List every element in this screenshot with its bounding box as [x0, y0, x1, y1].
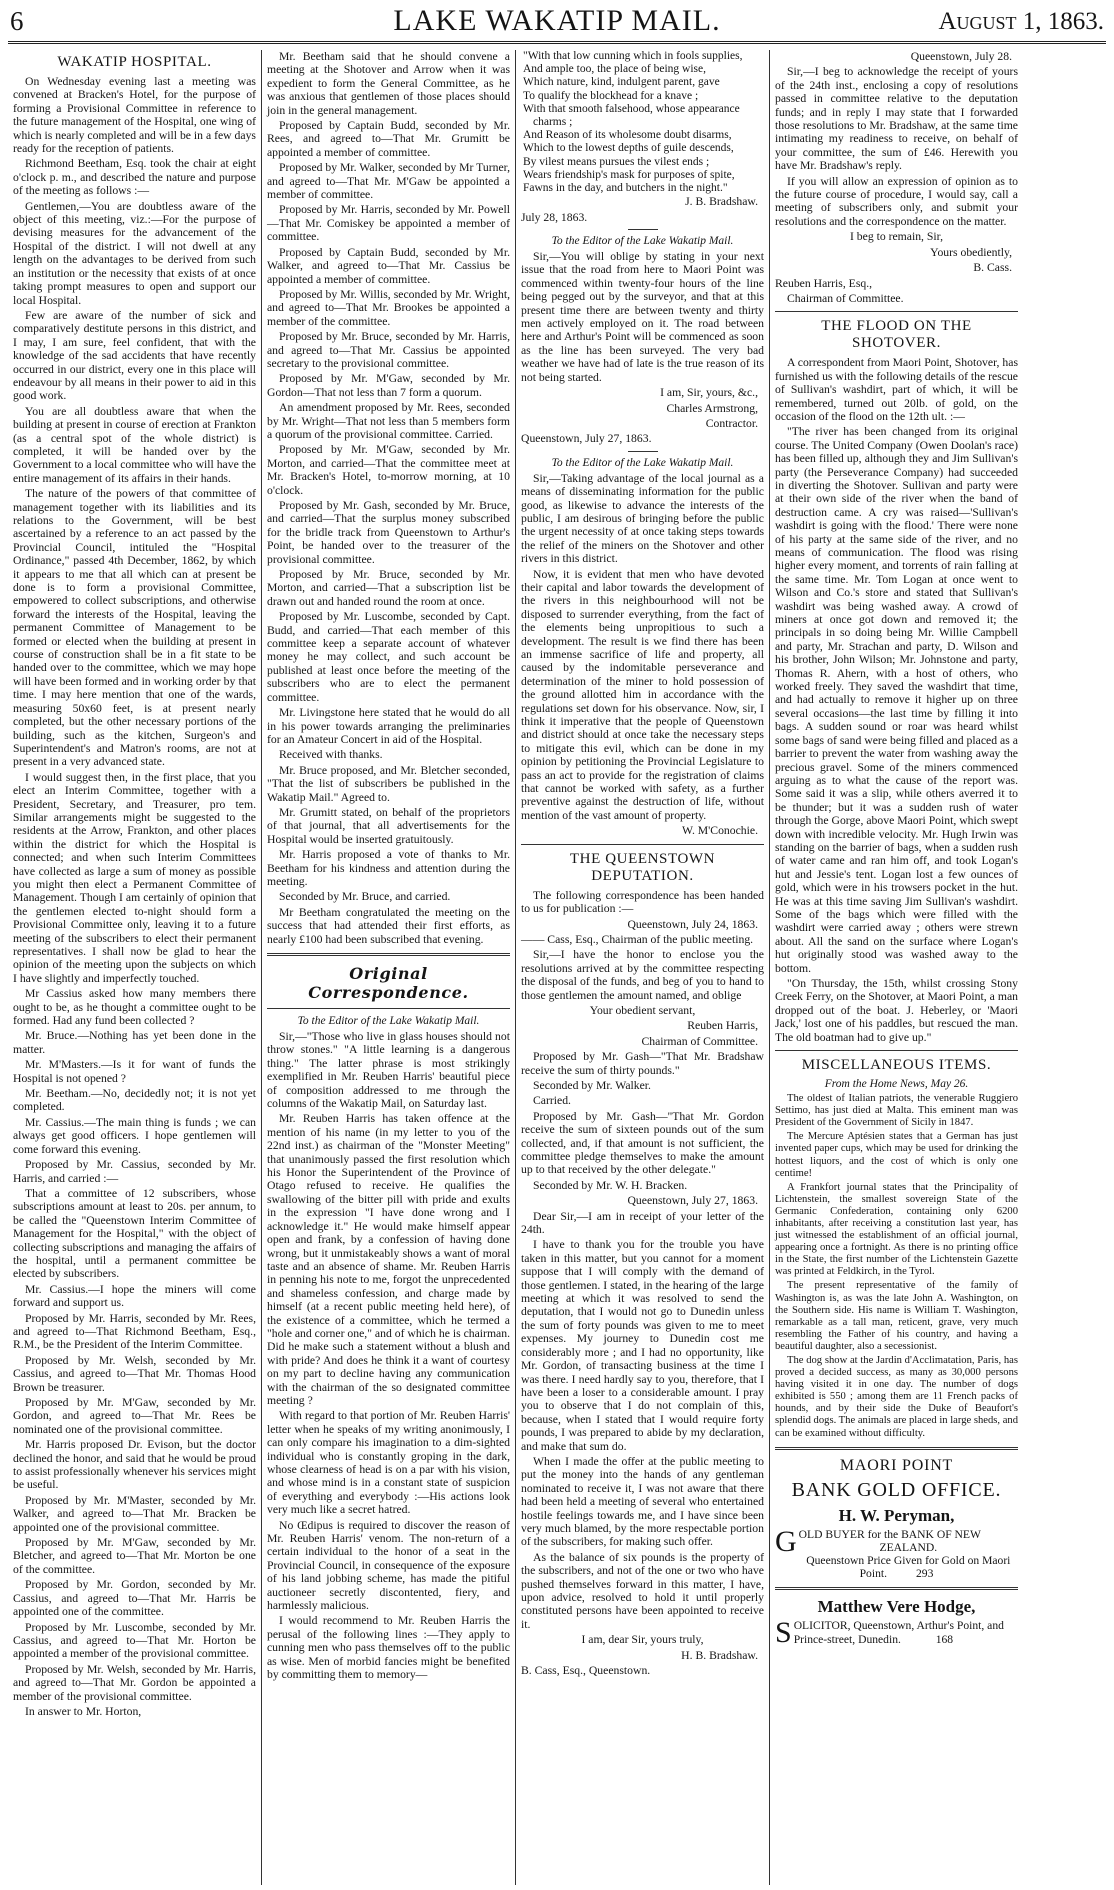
paragraph: Few are aware of the number of sick and comparatively destitute persons in this district, and I may, I am sure, feel confident, that with the knowledge of the sad accidents that have recently occurred in our district, every one in this place will endeavour by all means in their power to aid in this good work. — [13, 308, 256, 403]
column-4 — [769, 50, 1023, 1885]
letter-signature: Reuben Harris, — [687, 1019, 758, 1033]
letter-mconochie-body — [521, 472, 764, 823]
paragraph: Seconded by Mr. W. H. Bracken. — [533, 1178, 688, 1192]
masthead-rule — [8, 41, 1106, 44]
paragraph: Mr. Grumitt stated, on behalf of the proprietors of that journal, that all advertisements for the Hospital would be inserted gratuitously. — [267, 805, 510, 846]
ad-hodge-name: Matthew Vere Hodge, — [817, 1597, 976, 1617]
paragraph: A correspondent from Maori Point, Shotover, has furnished us with the following details of the rescue of Sullivan's washdirt, part of which, it will be remembered, turned out 20lb. of gold, on the occasion of the flood on the 12th ult. :— — [775, 356, 1018, 423]
dropcap-letter: G — [775, 1524, 797, 1558]
column-3 — [515, 50, 769, 1885]
paragraph: The oldest of Italian patriots, the venerable Ruggiero Settimo, has just died at Malta. This eminent man was President of the Government of Sicily in 1847. — [775, 1093, 1018, 1129]
letter-signature: W. M'Conochie. — [681, 824, 758, 838]
paragraph: Mr Cassius asked how many members there ought to be, as he thought a committee ought to be formed. Had any fund been collected ? — [13, 987, 256, 1028]
issue-date: August 1, 1863. — [938, 8, 1104, 35]
paragraph: Now, it is evident that men who have devoted their capital and labor towards the development of the rivers in this neighbourhood will not be disposed to surrender everything, from the fact of the elements being unpropitious to such a development. The result is we find there has been an immense sacrifice of life and property, all caused by the indomitable perseverance and determination of the miner to hold possession of the ground allotted him in accordance with the regulations set down for his observance. Now, sir, I think it imperative that the people of Queenstown and district should at once take the necessary steps to mitigate this evil, which can be done in my opinion by petitioning the Provincial Legislature to pass an act to provide for the registration of claims that cannot be worked with safety, as a further preventive against the destruction of life, without mention of the vast amount of property. — [521, 567, 764, 822]
paragraph: If you will allow an expression of opinion as to the future course of procedure, I would say, call a meeting of subscribers only, and submit your resolutions and the correspondence on the matter. — [775, 174, 1018, 228]
paragraph: Mr. Harris proposed a vote of thanks to Mr. Beetham for his kindness and attention during the meeting. — [267, 848, 510, 888]
paragraph: Proposed by Mr. Willis, seconded by Mr. Wright, and agreed to—That Mr. Brookes be appointed a member of the committee. — [267, 287, 510, 328]
small-divider — [628, 229, 658, 230]
paragraph: On Wednesday evening last a meeting was convened at Bracken's Hotel, for the purpose of forming a Provisional Committee in reference to the future management of the Hospital, one wing of which is nearly completed and will be in a few days ready for the reception of patients. — [13, 75, 256, 156]
ad-number: 168 — [935, 1632, 954, 1646]
paragraph: With that smooth falsehood, whose appearance charms ; — [523, 102, 740, 129]
paragraph: Proposed by Mr. M'Gaw, seconded by Mr. Morton, and carried—That the committee meet at Mr. Bracken's Hotel, to-morrow morning, at 10 o'clock. — [267, 443, 510, 497]
paragraph: Mr. Bruce proposed, and Mr. Bletcher seconded, "That the list of subscribers be published in the Wakatip Mail." Agreed to. — [267, 763, 510, 804]
letter-signature: B. Cass. — [973, 261, 1012, 275]
letter-addressee: Reuben Harris, Esq., — [775, 276, 873, 290]
deputation-resolutions — [521, 1050, 764, 1192]
paragraph: Mr Beetham congratulated the meeting on the success that had attended their first efforts, as nearly £100 had been subscribed that evening. — [267, 905, 510, 946]
letter-signature: Charles Armstrong, — [666, 401, 758, 415]
hospital-article-body — [13, 75, 256, 1718]
paragraph: The Mercure Aptésien states that a German has just invented paper cups, which may be used for drinking the hottest liquors, and the cost of which is only one centime! — [775, 1131, 1018, 1179]
page-columns — [8, 50, 1106, 1885]
paragraph: Proposed by Mr. Luscombe, seconded by Mr. Cassius, and agreed to—That Mr. Horton be appointed a member of the provisional committee. — [13, 1620, 256, 1661]
paragraph: And Reason of its wholesome doubt disarms, — [523, 129, 732, 142]
letter-signature: H. B. Bradshaw. — [681, 1648, 758, 1662]
ad-hodge-body — [775, 1616, 1018, 1650]
paragraph: I have to thank you for the trouble you have taken in this matter, but you cannot for a moment suppose that I will comply with the demand of those gentlemen. I stated, in the hearing of the large meeting at which it was resolved to send the deputation, that I would not go to Dunedin unless the sum of forty pounds was given to me to meet expenses. My journey to Dunedin cost me considerably more ; and I had no opportunity, like Mr. Gordon, of transacting business at the time I was there. I need hardly say to you, therefore, that I have been a loser to a considerable amount. I pray you to observe that I do not complain of this, because, when I stated that I would require forty pounds, I was prepared to abide by my declaration, and make that sum do. — [521, 1238, 764, 1453]
paragraph: Proposed by Mr. Cassius, seconded by Mr. Harris, and carried :— — [13, 1158, 256, 1185]
deputation-intro: The following correspondence has been handed to us for publication :— — [521, 888, 764, 916]
ad-divider — [775, 1447, 1018, 1450]
ad-line — [775, 1633, 1018, 1646]
letter-date: Queenstown, July 27, 1863. — [627, 1194, 758, 1208]
paragraph: Proposed by Mr. M'Gaw, seconded by Mr. Gordon—That not less than 7 form a quorum. — [267, 372, 510, 399]
masthead — [0, 0, 1114, 44]
letter-date: Queenstown, July 27, 1863. — [521, 432, 652, 446]
letter-addressee: —— Cass, Esq., Chairman of the public meeting. — [521, 932, 754, 946]
hospital-article-continued — [267, 50, 510, 946]
paragraph: You are all doubtless aware that when the building at present in course of erection at Frankton (as a central spot of the whole district) is completed, it will be handed over by the Government to a local committee who will have the entire management of its affairs in their hands. — [13, 404, 256, 485]
bradshaw-reply-body — [521, 1210, 764, 1632]
paragraph: Seconded by Mr. Bruce, and carried. — [279, 890, 451, 904]
section-rule — [267, 1008, 510, 1009]
paragraph: Which nature, kind, indulgent parent, gave — [523, 76, 720, 89]
section-rule — [775, 1050, 1018, 1051]
flood-article-body — [775, 356, 1018, 1044]
paragraph: No Œdipus is required to discover the reason of Mr. Reuben Harris' venom. The non-return of a certain individual to the honor of a seat in the Provincial Council, in consequence of the exposure of his land jobbing scheme, has made the pitiful auctioneer secretly discontented, fiery, and harmlessly malicious. — [267, 1518, 510, 1613]
ad-line: Queenstown Price Given for Gold on Maori — [806, 1554, 1011, 1568]
paragraph: Wears friendship's mask for purposes of spite, — [523, 168, 735, 181]
letter-close: I beg to remain, Sir, — [849, 230, 943, 244]
deputation-letter-body: Sir,—I have the honor to enclose you the resolutions arrived at by the committee respecting the disposal of the funds, and beg of you to hand to those gentlemen the amount named, and oblige — [521, 948, 764, 1002]
column-1 — [8, 50, 261, 1885]
paragraph: Sir,—I beg to acknowledge the receipt of yours of the 24th inst., enclosing a copy of resolutions passed in committee relative to the deputation funds; and in reply I may state that I forwarded those resolutions to Mr. Bradshaw, at the same time intimating my readiness to receive, on behalf of your committee, the sum of £46. Herewith you have Mr. Bradshaw's reply. — [775, 65, 1018, 173]
section-rule — [775, 311, 1018, 312]
paragraph: A Frankfort journal states that the Principality of Lichtenstein, the smallest sovereign State of the Germanic Confederation, containing only 6200 inhabitants, after receiving a constitution last year, has just witnessed the establishment of an official journal, appearing once a fortnight. As there is no printing office in the State, the first number of the Lichtenstein Gazette was printed at Feldkirch, in the Tyrol. — [775, 1181, 1018, 1278]
paragraph: That a committee of 12 subscribers, whose subscriptions amount at least to 20s. per annum, to be called the "Queenstown Interim Committee of Management for the Hospital," with the object of collecting subscriptions and managing the affairs of the hospital, until a permanent committee be elected by subscribers. — [13, 1186, 256, 1281]
paragraph: Proposed by Mr. Bruce, seconded by Mr. Harris, and agreed to—That Mr. Cassius be appointed secretary to the provisional committee. — [267, 330, 510, 370]
letter-bradshaw-body — [267, 1030, 510, 1682]
paragraph: An amendment proposed by Mr. Rees, seconded by Mr. Wright—That not less than 5 members form a quorum of the provisional committee. Carried. — [267, 401, 510, 441]
paragraph: Seconded by Mr. Walker. — [533, 1078, 651, 1092]
letter-date: Queenstown, July 28. — [910, 50, 1012, 63]
paragraph: Proposed by Captain Budd, seconded by Mr. Rees, and agreed to—That Mr. Grumitt be appointed a member of committee. — [267, 119, 510, 159]
paragraph: I would recommend to Mr. Reuben Harris the perusal of the following lines :—They apply to cunning men who pass themselves off to the public as wise. Men of morbid fancies might be benefited by committing them to memory— — [267, 1614, 510, 1682]
paragraph: And ample too, the place of being wise, — [523, 63, 706, 76]
column-2 — [261, 50, 515, 1885]
newspaper-title: LAKE WAKATIP MAIL. — [393, 4, 721, 37]
letter-addressee: B. Cass, Esq., Queenstown. — [521, 1664, 651, 1678]
letter-close: I am, dear Sir, yours truly, — [581, 1633, 704, 1647]
section-heading-correspondence: Original Correspondence. — [308, 964, 469, 1002]
section-rule — [521, 844, 764, 845]
paragraph: Mr. Beetham said that he should convene a meeting at the Shotover and Arrow when it was expedient to form the General Committee, as he was anxious that gentlemen of those places should join in the general management. — [267, 50, 510, 117]
paragraph: To qualify the blockhead for a knave ; — [523, 89, 699, 102]
paragraph: In answer to Mr. Horton, — [25, 1704, 142, 1718]
ad-line: OLICITOR, Queenstown, Arthur's Point, and — [793, 1619, 1004, 1633]
small-divider — [628, 451, 658, 452]
paragraph: With regard to that portion of Mr. Reuben Harris' letter when he speaks of my writing anonimously, I can only compare his imagination to a dim-sighted individual who is constantly groping in the dark, whose clearness of head is on a par with his vision, and whose mind is in a constant state of suspicion of everything and everybody :—His actions look very much like a secret hatred. — [267, 1409, 510, 1517]
paragraph: Proposed by Mr. Harris, seconded by Mr. Rees, and agreed to—That Richmond Beetham, Esq., R.M., be the President of the Interim Committee. — [13, 1311, 256, 1352]
paragraph: Proposed by Mr. Bruce, seconded by Mr. Morton, and carried—That a subscription list be drawn out and handed round the room at once. — [267, 568, 510, 608]
letter-close: I am, Sir, yours, &c., — [660, 386, 758, 400]
paragraph: I would suggest then, in the first place, that you elect an Interim Committee, together with a President, Secretary, and Treasurer, pro tem. Similar arrangements might be suggested to the residents at the Arrow, Frankton, and other places within the district for which the Hospital is connected; and when such Interim Committees have collected as large a sum of money as possible you might then elect a Permanent Committee of Management. Though I am certainly of opinion that the gentlemen elected to-night should form a Provisional Committee only, leaving it to a future meeting of the subscribers to elect their permanent representatives. I shall now be glad to hear the opinion of the meeting upon the subjects on which I have slightly and imperfectly touched. — [13, 770, 256, 985]
paragraph: Sir,—You will oblige by stating in your next issue that the road from here to Maori Point was commenced within twenty-four hours of the line being pegged out by the surveyor, and that at this present time there are between twenty and thirty men actively employed on it. The road between here and Arthur's Point will be commenced as soon as the line has been surveyed. The very bad weather we have had of late is the true reason of its not being started. — [521, 250, 764, 384]
letter-salutation: To the Editor of the Lake Wakatip Mail. — [297, 1015, 480, 1027]
paragraph: Mr. Livingstone here stated that he would do all in his power towards arranging the preliminaries for an Amateur Concert in aid of the Hospital. — [267, 706, 510, 746]
ad-line-text: Prince-street, Dunedin. — [793, 1632, 901, 1646]
article-heading-hospital: WAKATIP HOSPITAL. — [57, 54, 212, 70]
paragraph: Proposed by Mr. M'Master, seconded by Mr. Walker, and agreed to—That Mr. Bracken be appointed one of the provisional committee. — [13, 1493, 256, 1534]
ad-line-text: Point. — [859, 1567, 887, 1581]
paragraph: Proposed by Mr. M'Gaw, seconded by Mr. Gordon, and agreed to—That Mr. Rees be nominated one of the provisional committee. — [13, 1396, 256, 1436]
letter-close: Yours obediently, — [930, 245, 1012, 259]
ad-line: OLD BUYER for the BANK OF NEW — [798, 1527, 981, 1541]
letter-date: Queenstown, July 24, 1863. — [627, 917, 758, 931]
paragraph: Sir,—"Those who live in glass houses should not throw stones." "A little learning is a dangerous thing." The latter phrase is most strikingly exemplified in Mr. Reuben Harris' beautiful piece of composition addressed to me through the columns of the Wakatip Mail, on Saturday last. — [267, 1030, 510, 1111]
page-number: 6 — [10, 6, 24, 36]
ad-number: 293 — [915, 1567, 934, 1581]
ad-line — [775, 1567, 1018, 1580]
letter-close: Your obedient servant, — [589, 1003, 696, 1017]
paragraph: By vilest means pursues the vilest ends ; — [523, 155, 710, 168]
paragraph: "The river has been changed from its original course. The United Company (Owen Doolan's race) has been filled up, although they and Jim Sullivan's party (the Perseverance Company) had succeeded in diverting the Shotover. Sullivan and party were at their own side of the river when the band of destruction came. A cry was raised—'Sullivan's washdirt is going with the flood.' There were none of his party at the same side of the river, and no means of communication. The flood was rising higher every moment, and torrents of rain falling at the same time. Mr. Tom Logan at once went to Wilson and Co.'s store and stated that Sullivan's washdirt was being washed away. A crowd of miners at once got down and removed it; the principals in so doing being Mr. Willie Campbell and party, Mr. Strachan and party, D. Wilson and his brother, John Wilson; Mr. Johnstone and party, Thomas R. Ahern, with a host of others, who worked freely. They saved the washdirt that time, and had actually to remove it higher up on three several occasions—the last time by filling it into bags. A sudden sound or roar was heard whilst some bags of sand were being filled and placed as a barrier to prevent the water from washing away the precious gravel. Some of the miners commenced arguing as to what the cause of the report was. Some said it was a slip, while others averred it to be thunder; but it was a sudden rush of water through the Gorge, above Maori Point, which swept down with incredible velocity. Mr. Hugh Irwin was standing on the barrier of bags, when a sudden rush of water came and ran him off, and took Logan's hut and Jessie's tent. Logan lost a few ounces of gold, which were in his trowsers pocket in the hut. He was at this time saving Jim Sullivan's washdirt. Some of the bags which were filled with the washdirt were carried away ; others were strewn about. All the sand on the surface where Logan's hut originally stood was washed away to the bottom. — [775, 425, 1018, 975]
verse-signature: J. B. Bradshaw. — [685, 195, 758, 209]
article-heading-deputation: THE QUEENSTOWN DEPUTATION. — [569, 850, 716, 884]
misc-items-body — [775, 1093, 1018, 1440]
dropcap-letter: S — [775, 1616, 792, 1650]
paragraph: The dog show at the Jardin d'Acclimatation, Paris, has proved a decided success, as many as 30,000 persons having visited it in one day. The number of dogs exhibited is 550 ; among them are 11 French packs of hounds, and by their side the Duke of Beaufort's splendid dogs. The animals are placed in large sheds, and can be examined without difficulty. — [775, 1355, 1018, 1439]
paragraph: Mr. Cassius.—I hope the miners will come forward and support us. — [13, 1282, 256, 1310]
paragraph: As the balance of six pounds is the property of the subscribers, and not of the one or two who have pushed themselves forward in this matter, I have, upon advice, resolved to hold it until properly constituted persons have been appointed to receive it. — [521, 1550, 764, 1631]
letter-addressee-role: Chairman of Committee. — [787, 291, 904, 305]
paragraph: Mr. Bruce.—Nothing has yet been done in the matter. — [13, 1029, 256, 1056]
ad-peryman-name: H. W. Peryman, — [838, 1505, 955, 1525]
paragraph: Proposed by Mr. Gash, seconded by Mr. Bruce, and carried—That the surplus money subscribed for the bridle track from Queenstown to Arthur's Point, be handed over to the treasurer of the provisional committee. — [267, 499, 510, 566]
paragraph: Proposed by Mr. Harris, seconded by Mr. Powell—That Mr. Comiskey be appointed a member of committee. — [267, 203, 510, 244]
paragraph: Proposed by Mr. Luscombe, seconded by Capt. Budd, and carried—That each member of this committee keep a separate account of whatever money he may collect, and such account be published at least once before the meeting of the subscribers who are to elect the permanent committee. — [267, 610, 510, 704]
paragraph: Mr. Cassius.—The main thing is funds ; we can always get good officers. I hope gentlemen will come forward this evening. — [13, 1115, 256, 1156]
paragraph: Mr. Harris proposed Dr. Evison, but the doctor declined the honor, and said that he would be proud to assist professionally whenever his services might be useful. — [13, 1438, 256, 1492]
paragraph: Which to the lowest depths of guile descends, — [523, 142, 734, 155]
letter-salutation: To the Editor of the Lake Wakatip Mail. — [551, 456, 734, 469]
paragraph: Mr. Reuben Harris has taken offence at the mention of his name (in my letter to you of the 22nd inst.) as chairman of the "Monster Meeting" that unanimously passed the first resolution which his Honor the Superintendent of the Province of Otago refused to receive. He qualifies the swallowing of the bitter pill with pride and exults in the expression "I have done wrong and I acknowledge it." He would make himself appear open and frank, by a confession of having done wrong, but it unmistakeably shows a want of moral taste and an absence of shame. Mr. Reuben Harris in penning his note to me, forgot the unprecedented and shameless confession, and charge made by himself (at a recent public meeting held here), of the existence of a committee, which he termed a "hole and corner one," and of which he is chairman. Did he make such a statement without a blush and with pride? And does he think it a want of courtesy on my part to decline having any communication with the chairman of the so designated committee meeting ? — [267, 1112, 510, 1407]
misc-source: From the Home News, May 26. — [824, 1078, 969, 1091]
paragraph: Proposed by Mr. Gash—"That Mr. Gordon receive the sum of sixteen pounds out of the sum collected, and, if that amount is not sufficient, the committee pledge themselves to make the amount up to that received by the other delegate." — [521, 1109, 764, 1177]
verse-date: July 28, 1863. — [521, 210, 588, 224]
paragraph: Proposed by Mr. Welsh, seconded by Mr. Cassius, and agreed to—That Mr. Thomas Hood Brown be treasurer. — [13, 1353, 256, 1394]
article-heading-flood: THE FLOOD ON THE SHOTOVER. — [821, 318, 972, 352]
paragraph: Richmond Beetham, Esq. took the chair at eight o'clock p. m., and described the nature and purpose of the meeting as follows :— — [13, 157, 256, 198]
poem-verse — [521, 50, 764, 195]
ad-bank-gold-office: BANK GOLD OFFICE. — [791, 1478, 1002, 1501]
letter-role: Chairman of Committee. — [641, 1034, 758, 1048]
paragraph: Proposed by Mr. Gordon, seconded by Mr. Cassius, and agreed to—That Mr. Harris be appointed one of the committee. — [13, 1578, 256, 1619]
letter-salutation: To the Editor of the Lake Wakatip Mail. — [551, 235, 734, 248]
paragraph: The present representative of the family of Washington is, as was the late John A. Washington, on the Southern side. His name is William T. Washington, remarkable as a tall man, reticent, grave, very much resembling the Father of his country, and having a beautiful daughter, also a secessionist. — [775, 1280, 1018, 1352]
paragraph: Proposed by Captain Budd, seconded by Mr. Walker, and agreed to—That Mr. Cassius be appointed a member of committee. — [267, 245, 510, 286]
paragraph: Carried. — [533, 1094, 571, 1108]
ad-divider — [775, 1587, 1018, 1590]
ad-line: ZEALAND. — [879, 1540, 938, 1554]
paragraph: Proposed by Mr. Gash—"That Mr. Bradshaw receive the sum of thirty pounds." — [521, 1050, 764, 1077]
paragraph: Proposed by Mr. Walker, seconded by Mr Turner, and agreed to—That Mr. M'Gaw be appointed a member of committee. — [267, 161, 510, 202]
paragraph: Dear Sir,—I am in receipt of your letter of the 24th. — [521, 1209, 764, 1237]
paragraph: Fawns in the day, and butchers in the night." — [523, 182, 728, 195]
section-divider — [267, 953, 510, 956]
ad-maori-point: MAORI POINT — [839, 1456, 954, 1474]
paragraph: When I made the offer at the public meeting to put the money into the hands of any gentleman nominated to receive it, I was not aware that there had been held a meeting of several who entertained hostile feelings towards me, and I have since been very much blamed, by the more respectable portion of the subscribers, for making such offer. — [521, 1454, 764, 1549]
paragraph: The nature of the powers of that committee of management together with its liabilities and its relations to the Government, will be best ascertained by a reference to an act passed by the Provincial Council, intituled the "Hospital Ordinance," passed 4th December, 1862, by which it appears to me that all which can at present be done is to form a provisional Committee, empowered to collect subscriptions, and otherwise forward the interests of the Hospital, leaving the permanent Committee of Management to be formed or elected when the building at present in course of construction shall be in a fit state to be handed over to the committee, which we may hope will have been formed and in working order by that time. I may here mention that one of the wards, measuring 50x60 feet, is at present nearly completed, but the other necessary portions of the building, such as the kitchen, Surgeon's and Superintendent's and Matron's rooms, are not at present in a very advanced state. — [13, 487, 256, 769]
paragraph: Received with thanks. — [279, 748, 383, 762]
cass-letter-body — [775, 65, 1018, 228]
paragraph: "On Thursday, the 15th, whilst crossing Stony Creek Ferry, on the Shotover, at Maori Point, a man dropped out of the boat. J. Heberley, or 'Maori Jack,' lost one of his paddles, but rescued the man. The old boatman had to give up." — [775, 977, 1018, 1044]
ad-peryman-body — [775, 1524, 1018, 1581]
paragraph: Sir,—Taking advantage of the local journal as a means of disseminating information for the public good, as likewise to advance the interests of the public, I am desirous of bringing before the public the urgent necessity of at once taking steps towards the relief of the miners on the Shotover and other rivers in this district. — [521, 471, 764, 566]
paragraph: Mr. Beetham.—No, decidedly not; it is not yet completed. — [13, 1087, 256, 1114]
paragraph: Proposed by Mr. Welsh, seconded by Mr. Harris, and agreed to—That Mr. Gordon be appointed a member of the provisional committee. — [13, 1662, 256, 1703]
letter-role: Contractor. — [705, 416, 758, 430]
paragraph: Gentlemen,—You are doubtless aware of the object of this meeting, viz.:—For the purpose of devising measures for the advancement of the Hospital of the district. I will not dwell at any length on the advantages to be derived from such an institution or the necessity that exists of at once taking prompt measures to open and support our local Hospital. — [13, 199, 256, 307]
letter-armstrong-body — [521, 250, 764, 384]
paragraph: "With that low cunning which in fools supplies, — [523, 50, 743, 62]
paragraph: Mr. M'Masters.—Is it for want of funds the Hospital is not opened ? — [13, 1058, 256, 1085]
paragraph: Proposed by Mr. M'Gaw, seconded by Mr. Bletcher, and agreed to—That Mr. Morton be one of the committee. — [13, 1536, 256, 1576]
article-heading-misc: MISCELLANEOUS ITEMS. — [801, 1057, 992, 1074]
